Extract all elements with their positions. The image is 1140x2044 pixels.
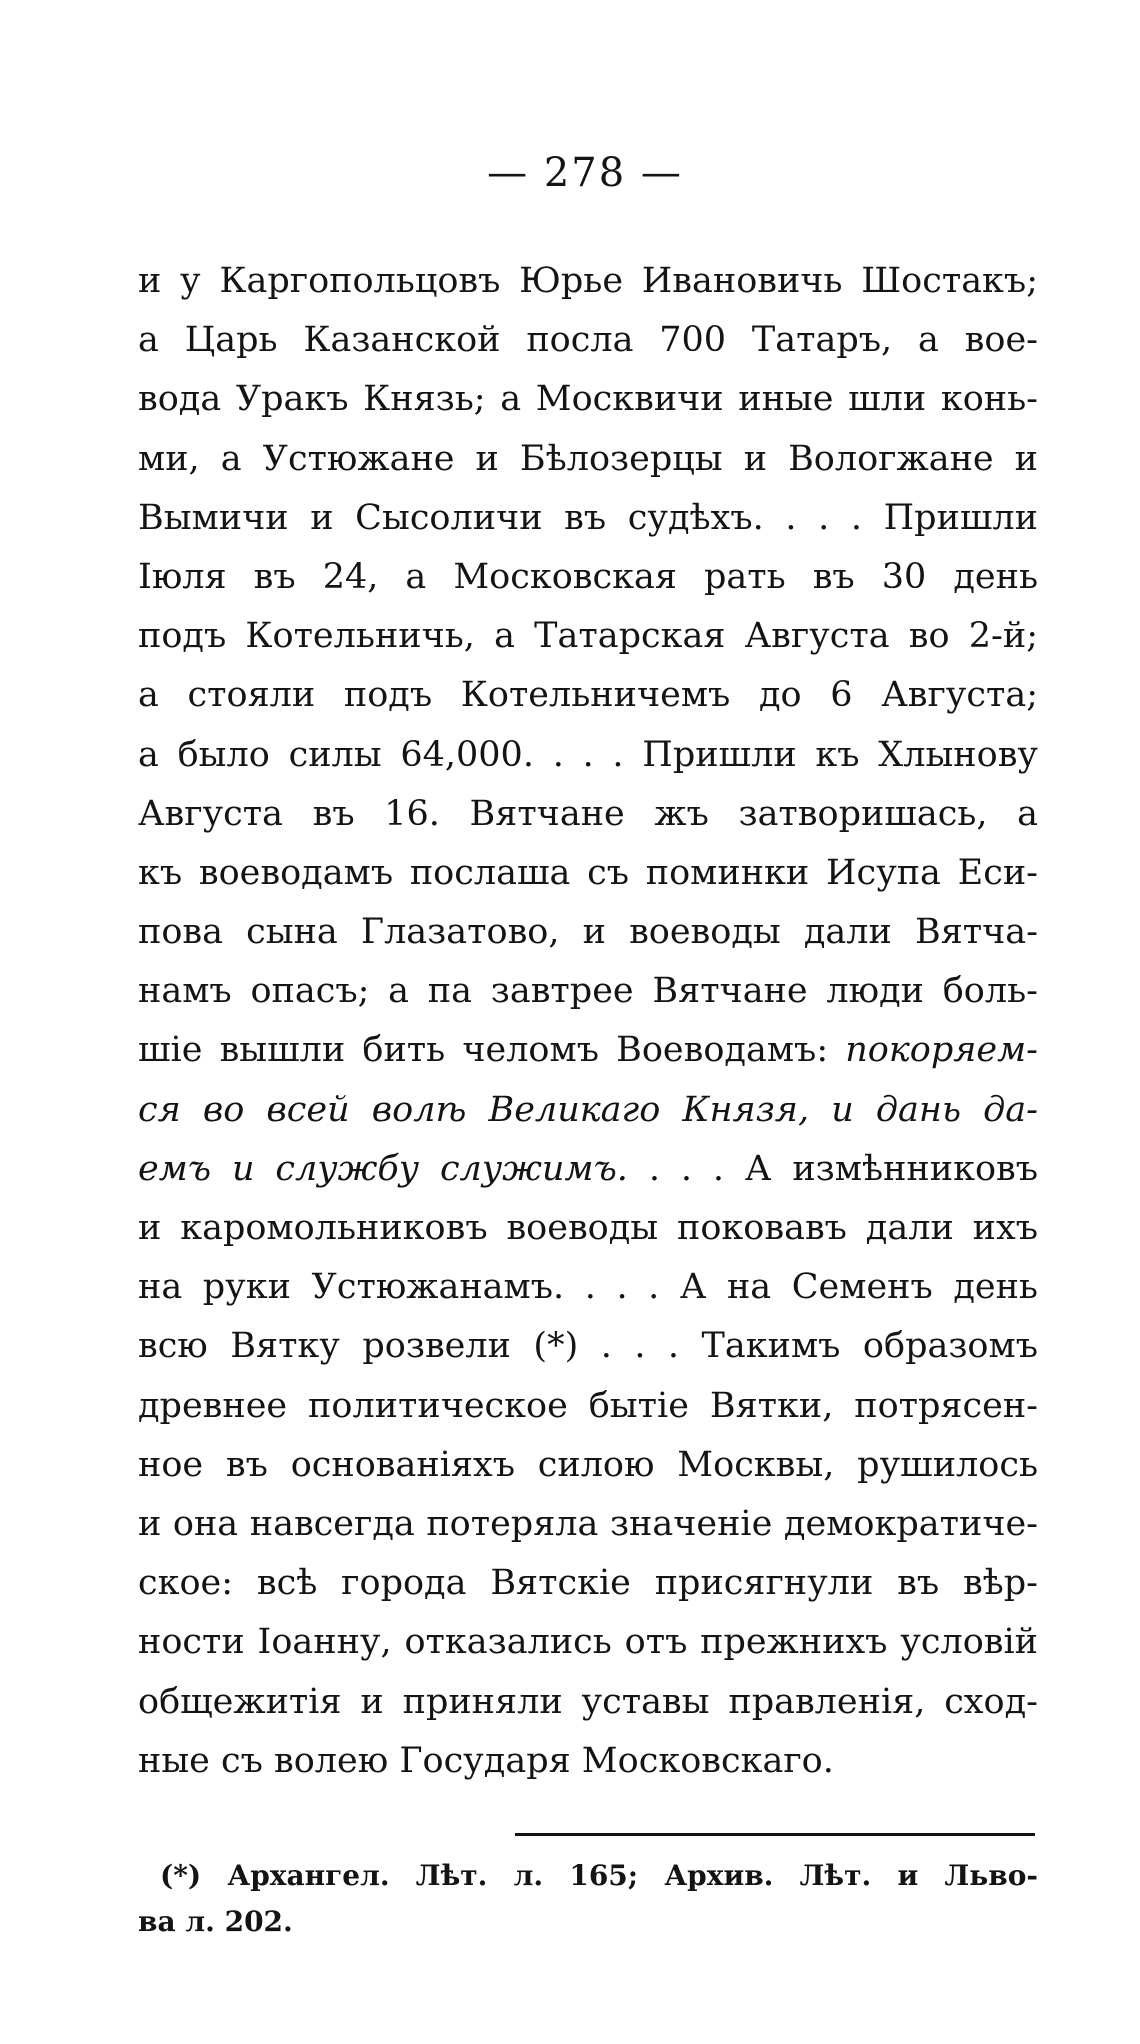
text-line-2: а Царь Казанской посла 700 Татаръ, а вое-: [138, 320, 1038, 361]
text-line-22: и она навсегда потеряла значеніе демократиче-: [138, 1503, 1038, 1544]
text-line-25: общежитія и приняли уставы правленія, сход-: [138, 1681, 1038, 1722]
text-line-3: вода Уракъ Князь; а Москвичи иные шли конь-: [138, 379, 1038, 420]
text-line-10: Августа въ 16. Вятчане жъ затворишась, а: [138, 793, 1038, 834]
text-line-9: а было силы 64,000. . . . Пришли къ Хлынову: [138, 734, 1038, 775]
text-line-4: ми, а Устюжане и Бѣлозерцы и Вологжане и: [138, 438, 1038, 479]
text-line-16: емъ и службу служимъ. . . . А измѣнниковъ: [138, 1148, 1038, 1189]
text-line-26: ные съ волею Государя Московскаго.: [138, 1740, 834, 1781]
italic-quote: ся во всей волѣ Великаго Князя, и дань да-: [138, 1089, 1038, 1130]
footnote-line-1: (*) Архангел. Лѣт. л. 165; Архив. Лѣт. и Льво-: [160, 1859, 1038, 1892]
footnote-divider: [515, 1833, 1035, 1836]
text-line-12: пова сына Глазатово, и воеводы дали Вятча-: [138, 912, 1038, 953]
text-line-23: ское: всѣ города Вятскіе присягнули въ вѣр-: [138, 1563, 1038, 1604]
text-line-21: ное въ основаніяхъ силою Москвы, рушилось: [138, 1444, 1038, 1485]
text-line-7: подъ Котельничь, а Татарская Августа во 2-й;: [138, 616, 1038, 657]
italic-quote: покоряем-: [845, 1030, 1038, 1071]
page-number: — 278 —: [487, 150, 683, 196]
text-line-13: намъ опасъ; а па завтрее Вятчане люди боль-: [138, 971, 1038, 1012]
text-line-1: и у Каргопольцовъ Юрье Ивановичь Шостакъ;: [138, 261, 1038, 301]
text-line-17: и каромольниковъ воеводы поковавъ дали ихъ: [138, 1208, 1038, 1248]
text-line-24: ности Іоанну, отказались отъ прежнихъ условій: [138, 1622, 1038, 1663]
footnote: [138, 1853, 1038, 1945]
footnote-line-2: ва л. 202.: [138, 1905, 293, 1938]
text-line-15: [138, 1081, 1038, 1140]
text-line-5: Вымичи и Сысоличи въ судѣхъ. . . . Пришли: [138, 497, 1038, 538]
text-line-8: а стояли подъ Котельничемъ до 6 Августа;: [138, 675, 1038, 716]
text-line-18: на руки Устюжанамъ. . . . А на Семенъ день: [138, 1267, 1038, 1308]
text-line-19: всю Вятку розвели (*) . . . Такимъ образомъ: [138, 1326, 1038, 1367]
text-line-20: древнее политическое бытіе Вятки, потрясен-: [138, 1385, 1038, 1426]
text-line-11: къ воеводамъ послаша съ поминки Исупа Еси-: [138, 852, 1038, 893]
text-line-14: шіе вышли бить челомъ Воеводамъ: покоряем-: [138, 1030, 1038, 1071]
body-text: [138, 252, 1038, 1791]
italic-quote: емъ и службу служимъ.: [138, 1148, 649, 1189]
text-line-6: Іюля въ 24, а Московская рать въ 30 день: [138, 556, 1038, 597]
